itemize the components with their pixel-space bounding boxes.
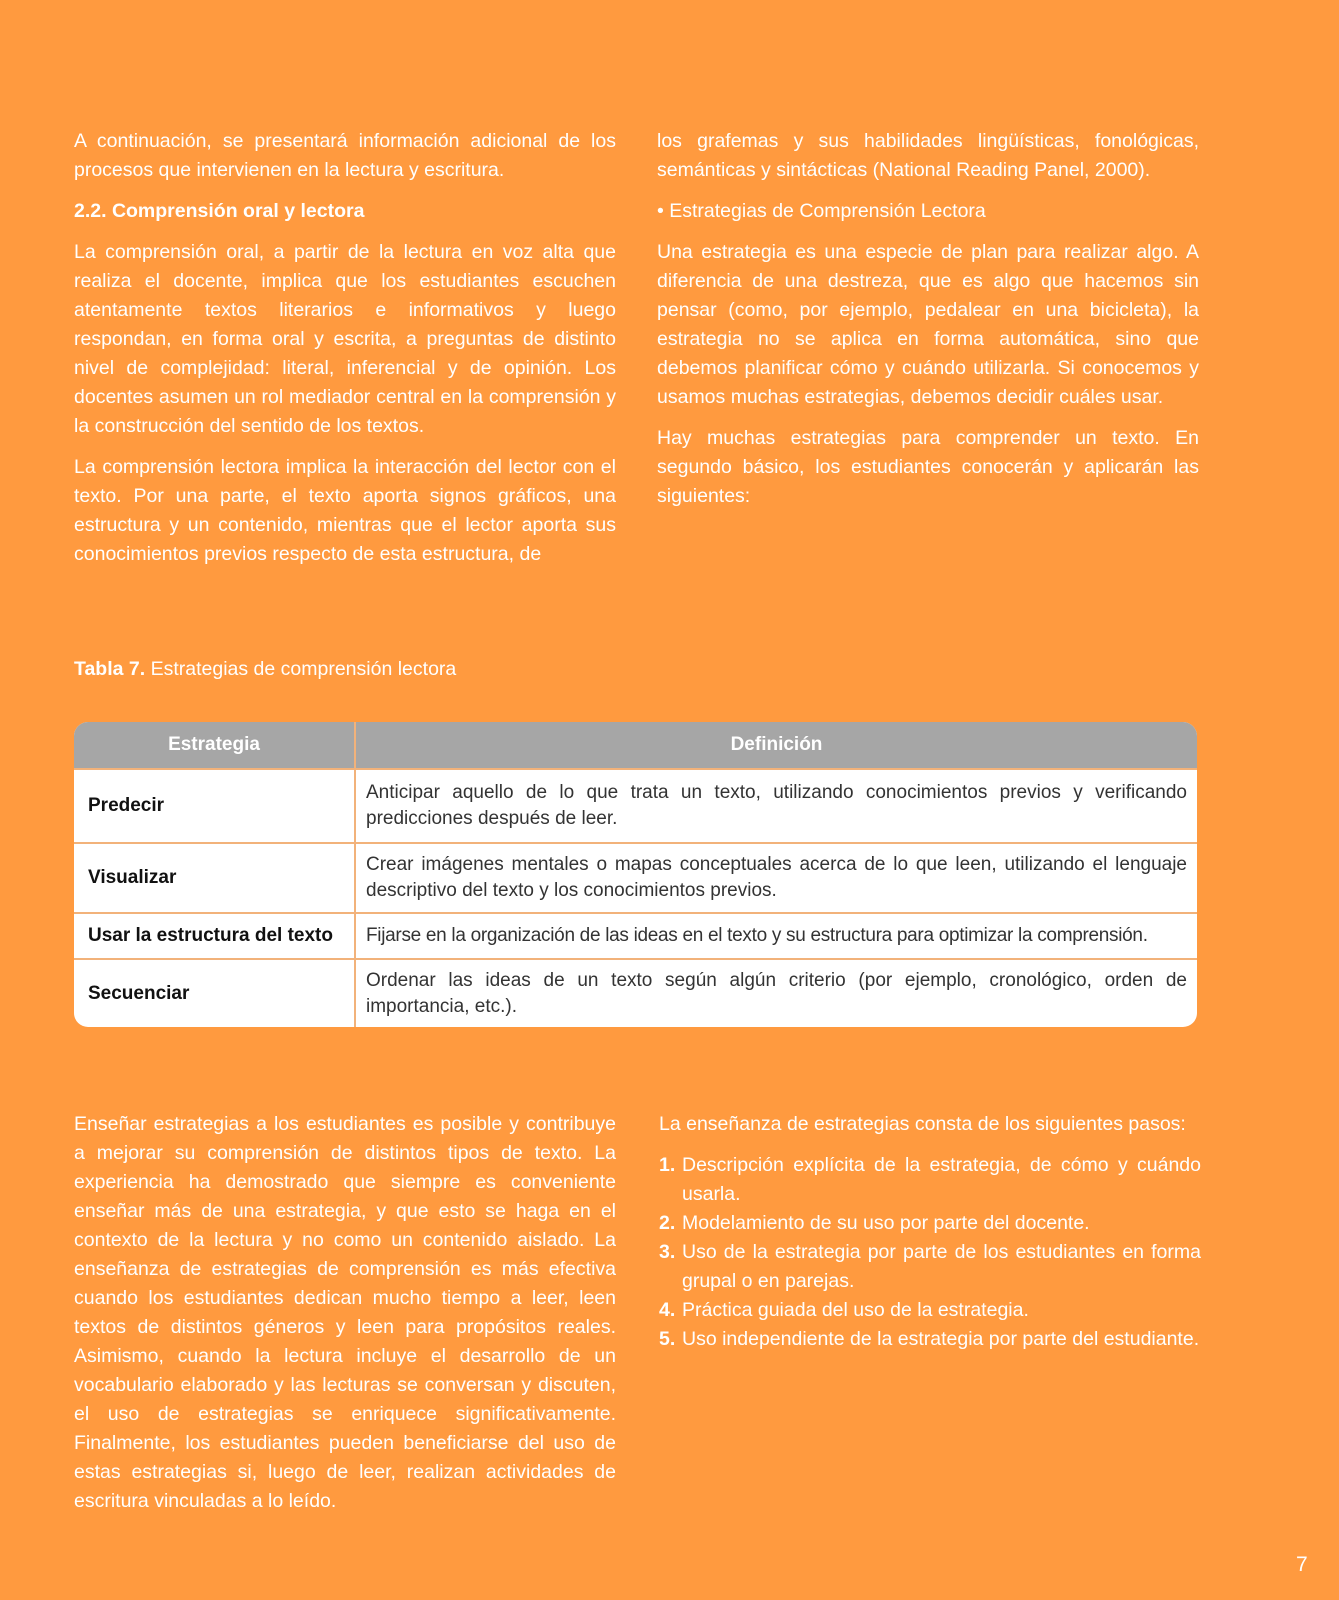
header-strategy: Estrategia (74, 722, 355, 769)
strategy-definition: Anticipar aquello de lo que trata un texto, utilizando conocimientos previos y verificando predicciones después de leer. (355, 769, 1197, 843)
strategies-intro-paragraph: Hay muchas estrategias para comprender un texto. En segundo básico, los estudiantes conocerán y aplicarán las siguientes: (657, 427, 1199, 507)
step-text: Modelamiento de su uso por parte del docente. (682, 1212, 1090, 1234)
step-text: Uso independiente de la estrategia por parte del estudiante. (682, 1328, 1200, 1350)
list-item (659, 1238, 1201, 1296)
strategy-term: Usar la estructura del texto (74, 913, 355, 959)
teaching-strategies-paragraph: Enseñar estrategias a los estudiantes es posible y contribuye a mejorar su comprensión de distintos tipos de texto. La experiencia ha demostrado que siempre es conveniente enseñar más de una estrategia, y que esto se haga en el contexto de la lectura y no como un contenido aislado. La enseñanza de estrategias de comprensión es más efectiva cuando los estudiantes dedican mucho tiempo a leer, leen textos de distintos géneros y leen para propósitos reales. Asimismo, cuando la lectura incluye el desarrollo de un vocabulario elaborado y las lecturas se conversan y discuten, el uso de estrategias se enriquece significativamente. Finalmente, los estudiantes pueden beneficiarse del uso de estas estrategias si, luego de leer, realizan actividades de escritura vinculadas a lo leído. (74, 1113, 616, 1512)
step-number: 1. (659, 1154, 676, 1176)
list-item (659, 1151, 1201, 1209)
strategy-term: Visualizar (74, 843, 355, 913)
strategies-bullet-heading: • Estrategias de Comprensión Lectora (657, 200, 986, 222)
page-number: 7 (1296, 1553, 1308, 1576)
table-caption (74, 658, 456, 681)
bottom-left-column (74, 1110, 616, 1528)
strategy-term: Secuenciar (74, 959, 355, 1027)
strategy-definition: Fijarse en la organización de las ideas en el texto y su estructura para optimizar la comprensión. (355, 913, 1197, 959)
list-item (659, 1209, 1201, 1238)
table-row (74, 959, 1197, 1027)
table-caption-label: Tabla 7. (74, 658, 146, 680)
top-right-column (657, 127, 1199, 523)
table-row (74, 913, 1197, 959)
continued-paragraph: los grafemas y sus habilidades lingüísticas, fonológicas, semánticas y sintácticas (National Reading Panel, 2000). (657, 130, 1199, 181)
top-left-column (74, 127, 616, 581)
step-text: Uso de la estrategia por parte de los estudiantes en forma grupal o en parejas. (682, 1241, 1201, 1292)
reading-comprehension-paragraph: La comprensión lectora implica la interacción del lector con el texto. Por una parte, el texto aporta signos gráficos, una estructura y un contenido, mientras que el lector aporta sus conocimientos previos respecto de esta estructura, de (74, 456, 616, 565)
list-item (659, 1325, 1201, 1354)
steps-intro: La enseñanza de estrategias consta de los siguientes pasos: (659, 1113, 1186, 1135)
list-item (659, 1296, 1201, 1325)
section-heading: 2.2. Comprensión oral y lectora (74, 200, 365, 222)
strategy-definition: Ordenar las ideas de un texto según algún criterio (por ejemplo, cronológico, orden de importancia, etc.). (355, 959, 1197, 1027)
table-caption-text: Estrategias de comprensión lectora (145, 658, 457, 680)
step-number: 3. (659, 1241, 676, 1263)
step-number: 2. (659, 1212, 676, 1234)
table-row (74, 769, 1197, 843)
bottom-right-column (659, 1110, 1201, 1354)
table-row (74, 843, 1197, 913)
table-header-row (74, 722, 1197, 769)
header-definition: Definición (355, 722, 1197, 769)
step-number: 4. (659, 1299, 676, 1321)
step-number: 5. (659, 1328, 676, 1350)
strategy-definition: Crear imágenes mentales o mapas conceptuales acerca de lo que leen, utilizando el lenguaje descriptivo del texto y los conocimientos previos. (355, 843, 1197, 913)
steps-list (659, 1151, 1201, 1354)
oral-comprehension-paragraph: La comprensión oral, a partir de la lectura en voz alta que realiza el docente, implica que los estudiantes escuchen atentamente textos literarios e informativos y luego respondan, en forma oral y escrita, a preguntas de distinto nivel de complejidad: literal, inferencial y de opinión. Los docentes asumen un rol mediador central en la comprensión y la construcción del sentido de los textos. (74, 241, 616, 437)
strategy-definition-paragraph: Una estrategia es una especie de plan para realizar algo. A diferencia de una destreza, que es algo que hacemos sin pensar (como, por ejemplo, pedalear en una bicicleta), la estrategia no se aplica en forma automática, sino que debemos planificar cómo y cuándo utilizarla. Si conocemos y usamos muchas estrategias, debemos decidir cuáles usar. (657, 241, 1199, 408)
strategies-table (74, 722, 1197, 1027)
step-text: Práctica guiada del uso de la estrategia. (682, 1299, 1029, 1321)
step-text: Descripción explícita de la estrategia, de cómo y cuándo usarla. (682, 1154, 1201, 1205)
strategy-term: Predecir (74, 769, 355, 843)
intro-paragraph: A continuación, se presentará información adicional de los procesos que intervienen en la lectura y escritura. (74, 130, 616, 181)
